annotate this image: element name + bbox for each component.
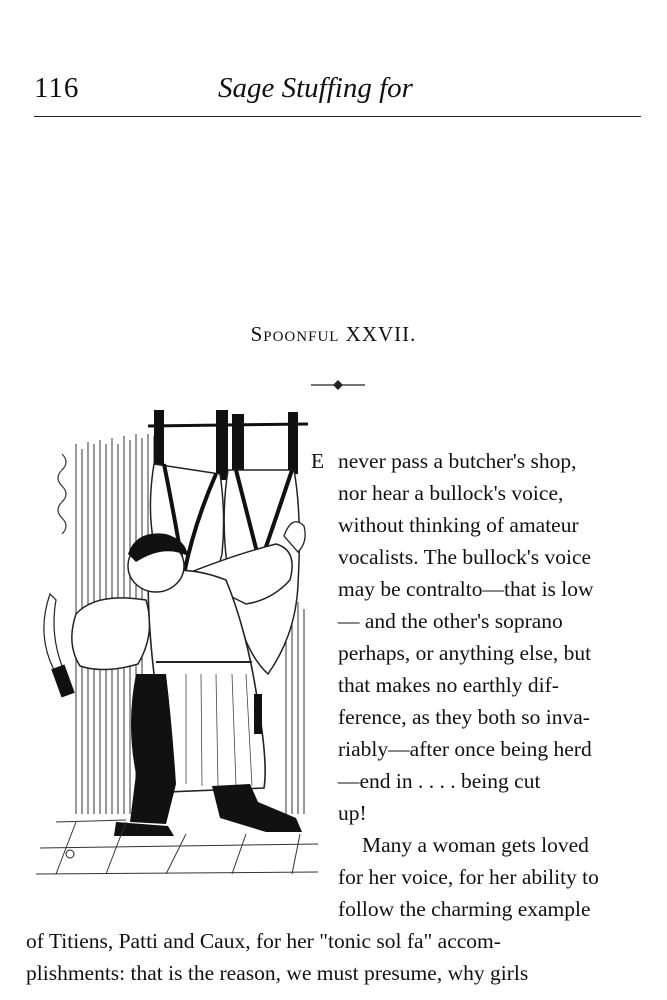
text-line-8: that makes no earthly dif-	[338, 673, 559, 697]
page-header	[34, 70, 641, 116]
text-line-11: —end in . . . . being cut	[338, 769, 541, 793]
text-line-4: vocalists. The bullock's voice	[338, 545, 592, 569]
text-line-17: plishments: that is the reason, we must presume, why girls	[26, 961, 529, 985]
text-line-13: Many a woman gets loved	[362, 833, 589, 857]
text-line-3: without thinking of amateur	[338, 513, 579, 537]
text-line-7: perhaps, or anything else, but	[338, 641, 592, 665]
text-line-2: nor hear a bullock's voice,	[338, 481, 564, 505]
text-line-14: for her voice, for her ability to	[338, 865, 599, 889]
text-line-1: never pass a butcher's shop,	[338, 449, 577, 473]
page-number: 116	[34, 72, 80, 104]
text-line-16: of Titiens, Patti and Caux, for her "tonic sol fa" accom-	[26, 929, 501, 953]
text-line-9: ference, as they both so inva-	[338, 705, 590, 729]
chapter-title: Spoonful XXVII.	[250, 322, 417, 346]
text-line-10: riably—after once being herd	[338, 737, 592, 761]
header-rule	[34, 116, 641, 117]
drop-letter: E	[311, 449, 325, 473]
text-line-12: up!	[338, 801, 367, 825]
text-line-5: may be contralto—that is low	[338, 577, 594, 601]
butcher-illustration	[36, 404, 318, 888]
ornament-divider	[311, 378, 365, 392]
text-line-15: follow the charming example	[338, 897, 591, 921]
running-head: Sage Stuffing for	[218, 72, 413, 104]
text-line-6: — and the other's soprano	[338, 609, 563, 633]
